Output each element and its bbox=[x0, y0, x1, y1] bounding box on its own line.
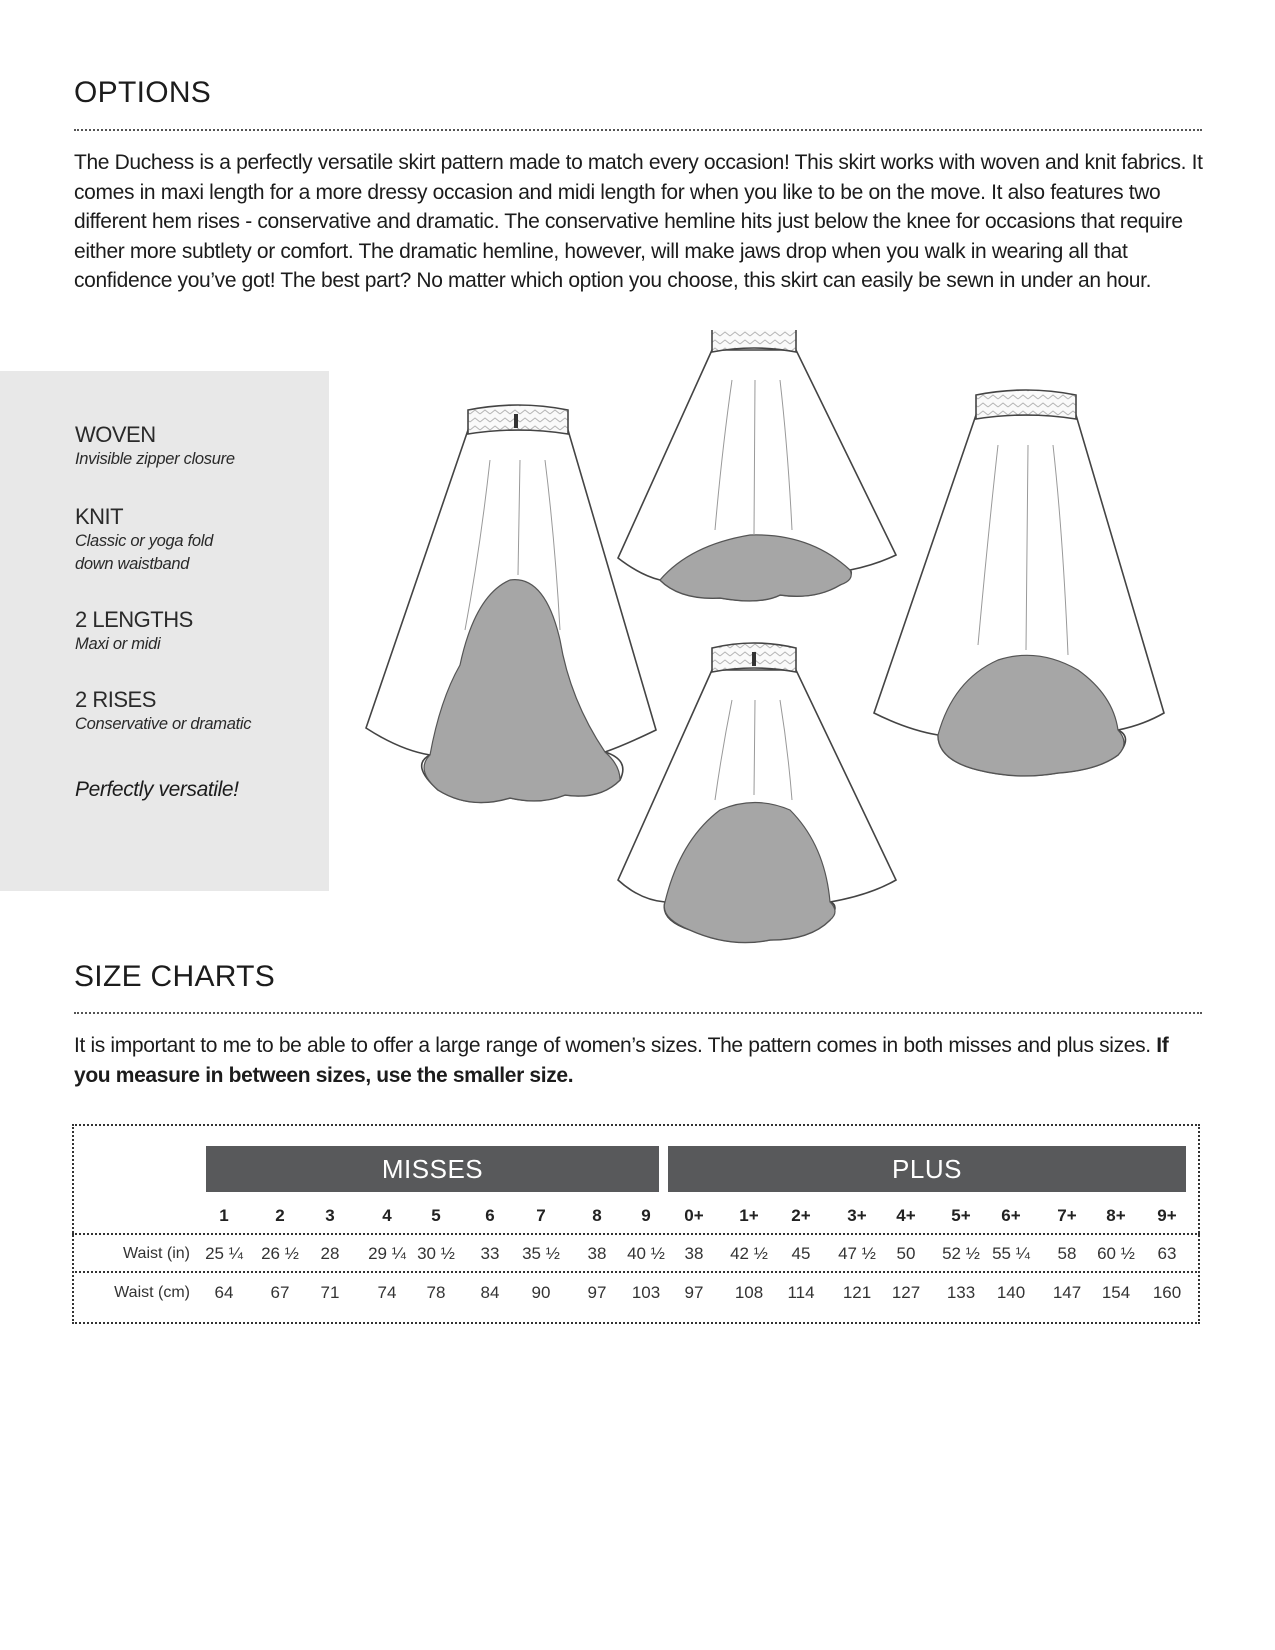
size-label: 4+ bbox=[896, 1206, 916, 1225]
table-cell: 74 bbox=[377, 1283, 397, 1302]
size-label: 3+ bbox=[847, 1206, 867, 1225]
table-rule-1 bbox=[72, 1233, 1200, 1235]
size-label: 8 bbox=[592, 1206, 602, 1225]
table-cell: 64 bbox=[214, 1283, 234, 1302]
table-cell: 97 bbox=[587, 1283, 607, 1302]
table-cell: 52 ½ bbox=[942, 1244, 980, 1263]
size-label: 5+ bbox=[951, 1206, 971, 1225]
table-cell: 133 bbox=[946, 1283, 976, 1302]
feature-subtitle: Classic or yoga fold down waistband bbox=[75, 532, 213, 573]
plus-header: PLUS bbox=[668, 1146, 1186, 1192]
options-divider bbox=[74, 129, 1202, 131]
size-label: 9 bbox=[641, 1206, 651, 1225]
misses-header: MISSES bbox=[206, 1146, 659, 1192]
table-cell: 84 bbox=[480, 1283, 500, 1302]
size-label: 9+ bbox=[1157, 1206, 1177, 1225]
row-label: Waist (cm) bbox=[114, 1284, 190, 1301]
table-cell: 40 ½ bbox=[627, 1244, 665, 1263]
size-label: 6 bbox=[485, 1206, 495, 1225]
size-label: 4 bbox=[382, 1206, 392, 1225]
table-cell: 55 ¼ bbox=[992, 1244, 1030, 1263]
size-label: 2 bbox=[275, 1206, 285, 1225]
table-cell: 140 bbox=[996, 1283, 1026, 1302]
size-charts-divider bbox=[74, 1012, 1202, 1014]
table-cell: 26 ½ bbox=[261, 1244, 299, 1263]
table-cell: 28 bbox=[320, 1244, 340, 1263]
skirt-maxi-dramatic-illustration bbox=[366, 405, 656, 803]
table-cell: 60 ½ bbox=[1097, 1244, 1135, 1263]
table-cell: 45 bbox=[791, 1244, 811, 1263]
skirt-maxi-conservative-illustration bbox=[874, 390, 1164, 776]
feature-rises bbox=[75, 687, 251, 736]
options-description: The Duchess is a perfectly versatile skirt pattern made to match every occasion! This skirt works with woven and knit fabrics. It comes in maxi length for a more dressy occasion and midi length for when you like to be on the move. It also features two different hem rises - conservative and dramatic. The conservative hemline hits just below the knee for occasions that require either more subtlety or comfort. The dramatic hemline, however, will make jaws drop when you walk in wearing all that confidence you’ve got! The best part? No matter which option you choose, this skirt can easily be sewn in under an hour. bbox=[74, 151, 1203, 292]
feature-subtitle: Invisible zipper closure bbox=[75, 450, 235, 468]
table-cell: 30 ½ bbox=[417, 1244, 455, 1263]
feature-title: 2 RISES bbox=[75, 687, 156, 712]
size-label: 5 bbox=[431, 1206, 441, 1225]
table-cell: 38 bbox=[684, 1244, 704, 1263]
feature-title: WOVEN bbox=[75, 422, 156, 447]
table-cell: 33 bbox=[480, 1244, 500, 1263]
feature-title: 2 LENGTHS bbox=[75, 607, 193, 632]
feature-title: KNIT bbox=[75, 504, 124, 529]
intro-bold-text: If you measure in between sizes, use the smaller size. bbox=[74, 1034, 1169, 1087]
size-label: 0+ bbox=[684, 1206, 704, 1225]
table-cell: 121 bbox=[842, 1283, 872, 1302]
table-cell: 78 bbox=[426, 1283, 446, 1302]
size-label: 1+ bbox=[739, 1206, 759, 1225]
table-cell: 71 bbox=[320, 1283, 340, 1302]
table-cell: 47 ½ bbox=[838, 1244, 876, 1263]
table-cell: 160 bbox=[1152, 1283, 1182, 1302]
row-label: Waist (in) bbox=[123, 1245, 190, 1262]
size-label: 1 bbox=[219, 1206, 229, 1225]
panel-tagline: Perfectly versatile! bbox=[75, 778, 239, 801]
table-cell: 108 bbox=[734, 1283, 764, 1302]
table-cell: 58 bbox=[1057, 1244, 1077, 1263]
table-cell: 67 bbox=[270, 1283, 290, 1302]
size-charts-heading: SIZE CHARTS bbox=[74, 960, 276, 993]
table-cell: 25 ¼ bbox=[205, 1244, 243, 1263]
size-label: 8+ bbox=[1106, 1206, 1126, 1225]
skirt-midi-dramatic-illustration bbox=[618, 643, 896, 942]
table-cell: 42 ½ bbox=[730, 1244, 768, 1263]
size-label: 2+ bbox=[791, 1206, 811, 1225]
size-label: 7+ bbox=[1057, 1206, 1077, 1225]
table-cell: 154 bbox=[1101, 1283, 1131, 1302]
table-cell: 147 bbox=[1052, 1283, 1082, 1302]
options-heading: OPTIONS bbox=[74, 76, 212, 109]
skirt-midi-conservative-illustration bbox=[618, 330, 896, 601]
intro-text: It is important to me to be able to offer a large range of women’s sizes. The pattern comes in both misses and plus sizes. bbox=[74, 1034, 1151, 1057]
size-label: 3 bbox=[325, 1206, 335, 1225]
table-cell: 103 bbox=[631, 1283, 661, 1302]
table-rule-2 bbox=[72, 1271, 1200, 1273]
feature-subtitle: Conservative or dramatic bbox=[75, 715, 252, 733]
table-cell: 38 bbox=[587, 1244, 607, 1263]
table-cell: 29 ¼ bbox=[368, 1244, 406, 1263]
table-cell: 35 ½ bbox=[522, 1244, 560, 1263]
table-cell: 97 bbox=[684, 1283, 704, 1302]
features-panel bbox=[0, 371, 329, 891]
feature-lengths bbox=[75, 607, 193, 656]
table-cell: 114 bbox=[787, 1283, 815, 1302]
table-cell: 127 bbox=[891, 1283, 921, 1302]
table-cell: 63 bbox=[1157, 1244, 1177, 1263]
feature-subtitle: Maxi or midi bbox=[75, 635, 161, 653]
table-cell: 90 bbox=[531, 1283, 551, 1302]
size-label: 6+ bbox=[1001, 1206, 1021, 1225]
feature-woven bbox=[75, 422, 235, 471]
size-label: 7 bbox=[536, 1206, 546, 1225]
size-charts-intro bbox=[74, 1031, 1209, 1090]
feature-knit bbox=[75, 504, 245, 576]
skirt-illustrations bbox=[360, 330, 1220, 980]
table-cell: 50 bbox=[896, 1244, 916, 1263]
